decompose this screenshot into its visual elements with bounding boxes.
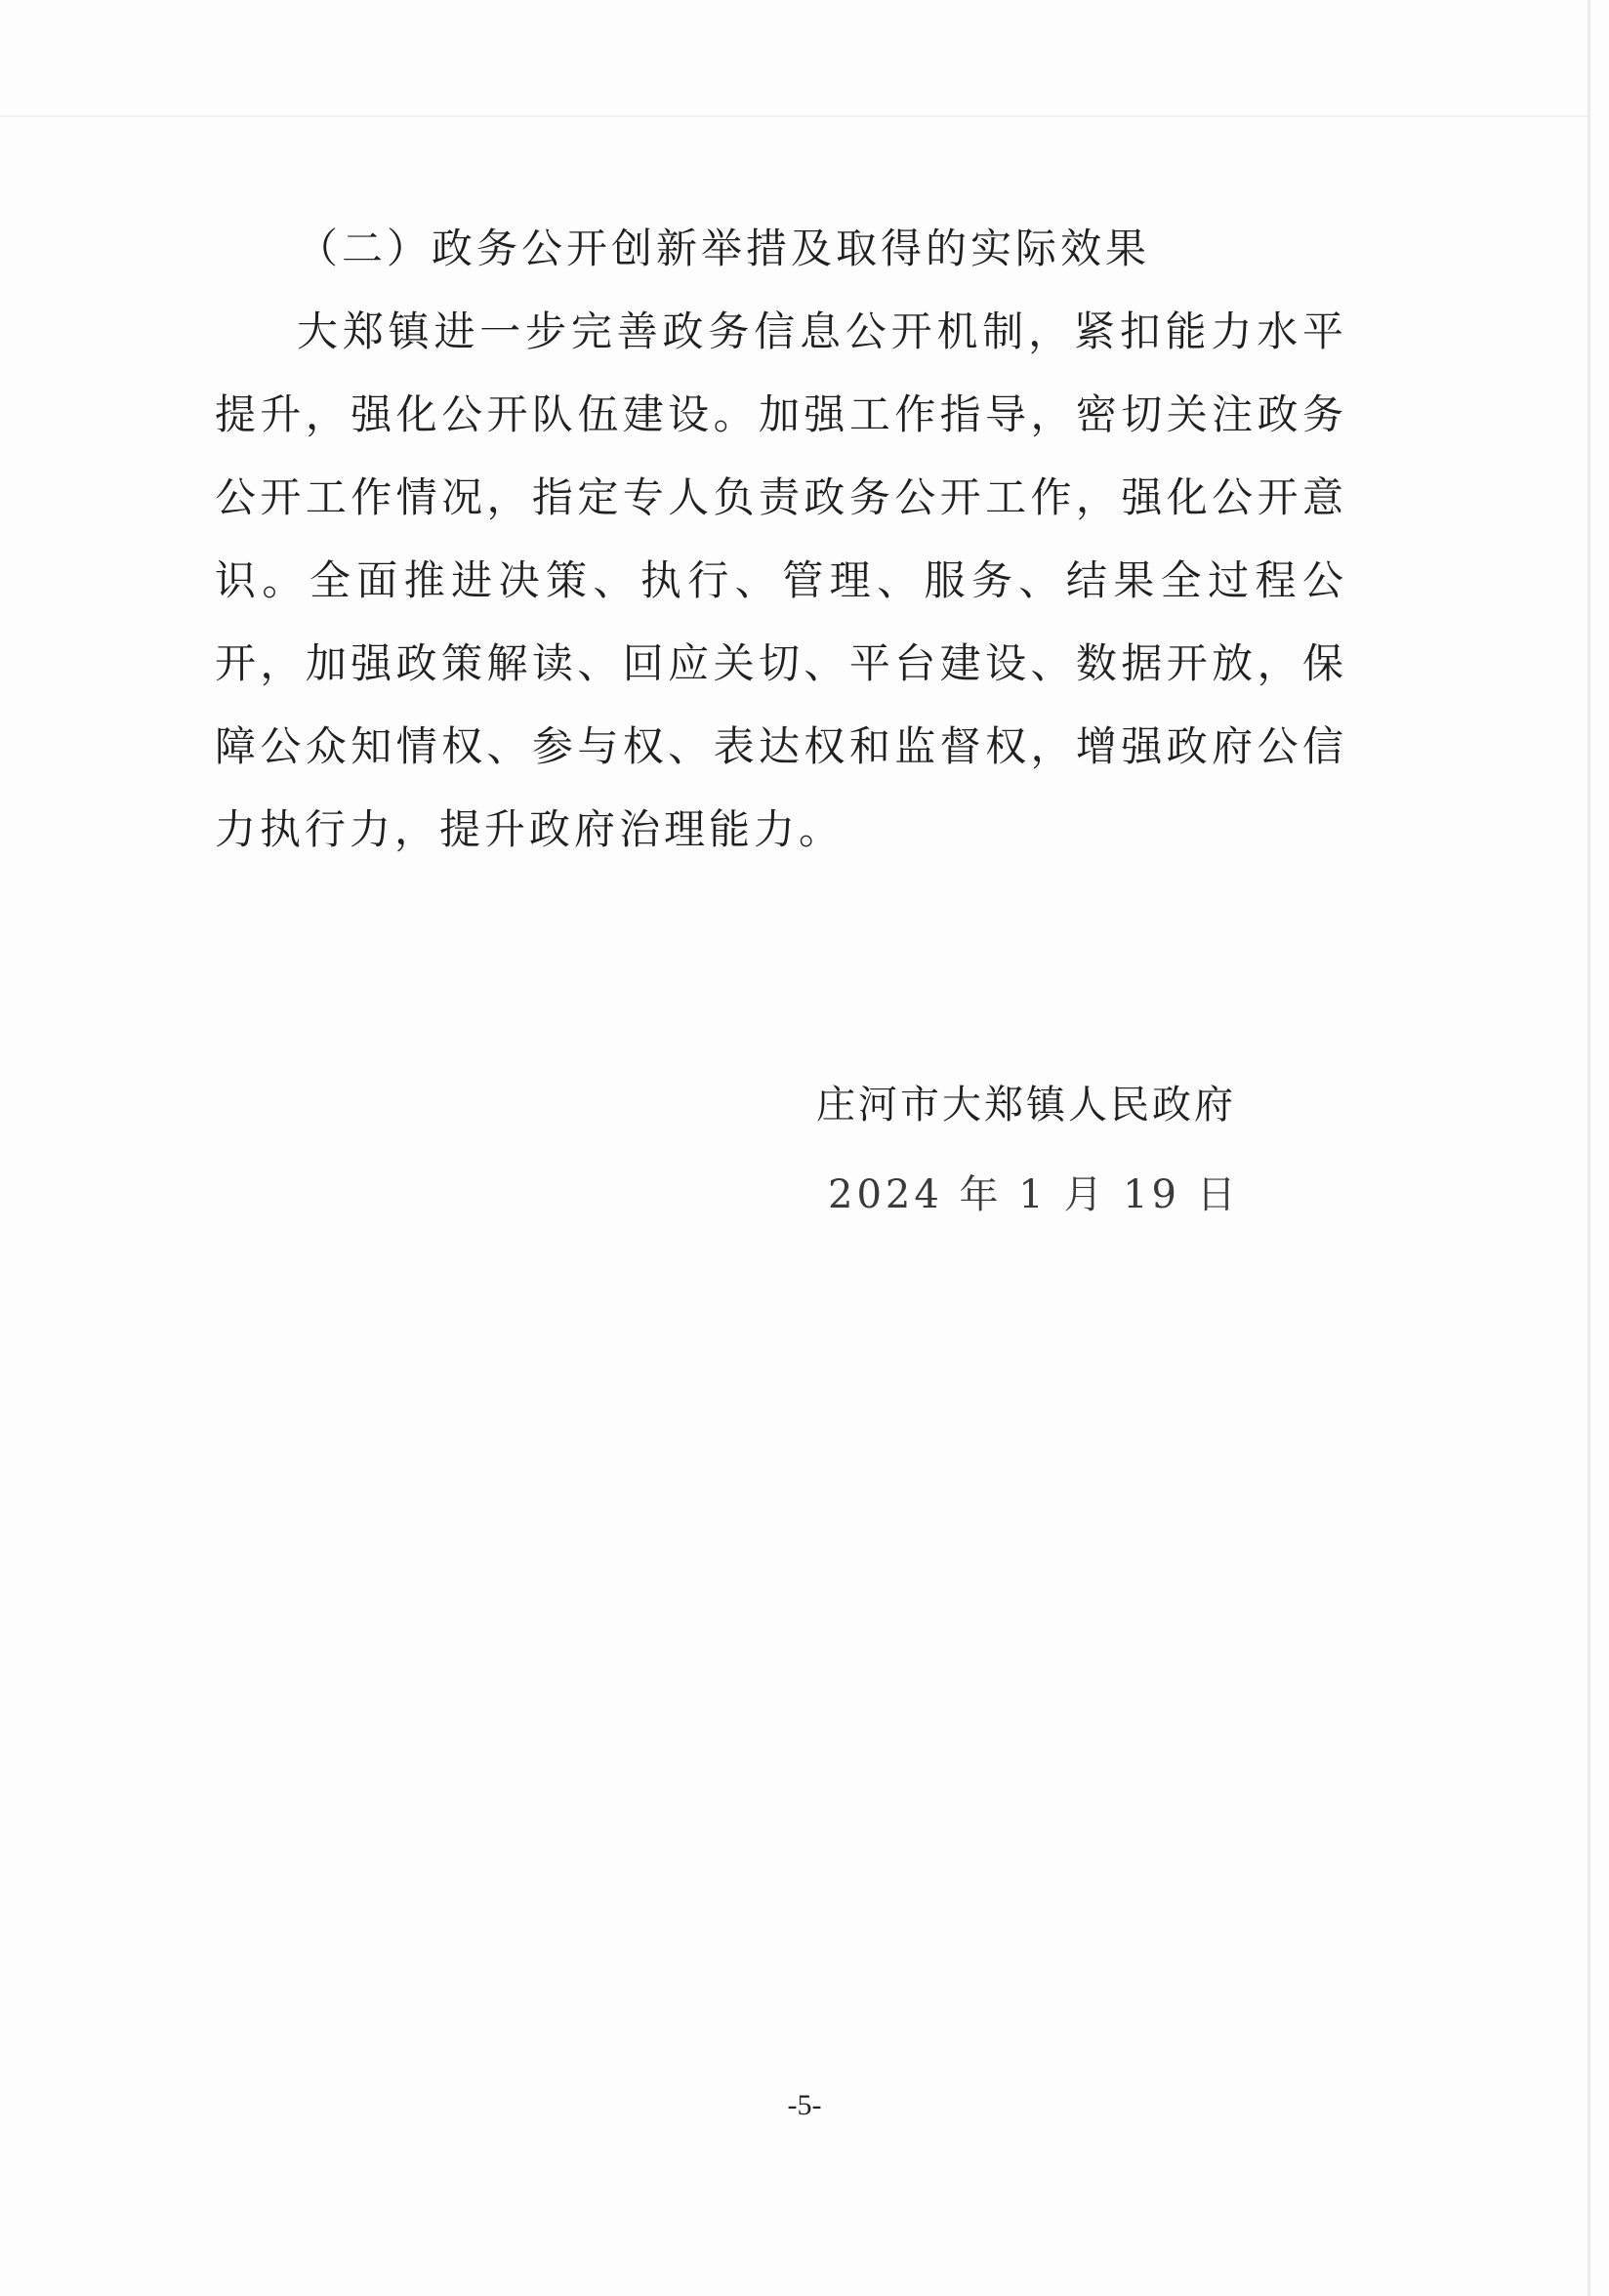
scan-edge-line bbox=[1588, 0, 1590, 2296]
section-heading: （二）政务公开创新举措及取得的实际效果 bbox=[297, 225, 1151, 272]
document-body bbox=[215, 207, 1347, 871]
page-number: -5- bbox=[787, 2089, 822, 2121]
issue-date: 2024 年 1 月 19 日 bbox=[828, 1172, 1240, 1217]
scan-top-line bbox=[0, 115, 1588, 117]
issuer-signature: 庄河市大郑镇人民政府 bbox=[816, 1083, 1236, 1128]
body-paragraph: 大郑镇进一步完善政务信息公开机制，紧扣能力水平提升，强化公开队伍建设。加强工作指导，密切关注政务公开工作情况，指定专人负责政务公开工作，强化公开意识。全面推进决策、执行、管理、服务、结果全过程公开，加强政策解读、回应关切、平台建设、数据开放，保障公众知情权、参与权、表达权和监督权，增强政府公信力执行力，提升政府治理能力。 bbox=[215, 308, 1347, 853]
